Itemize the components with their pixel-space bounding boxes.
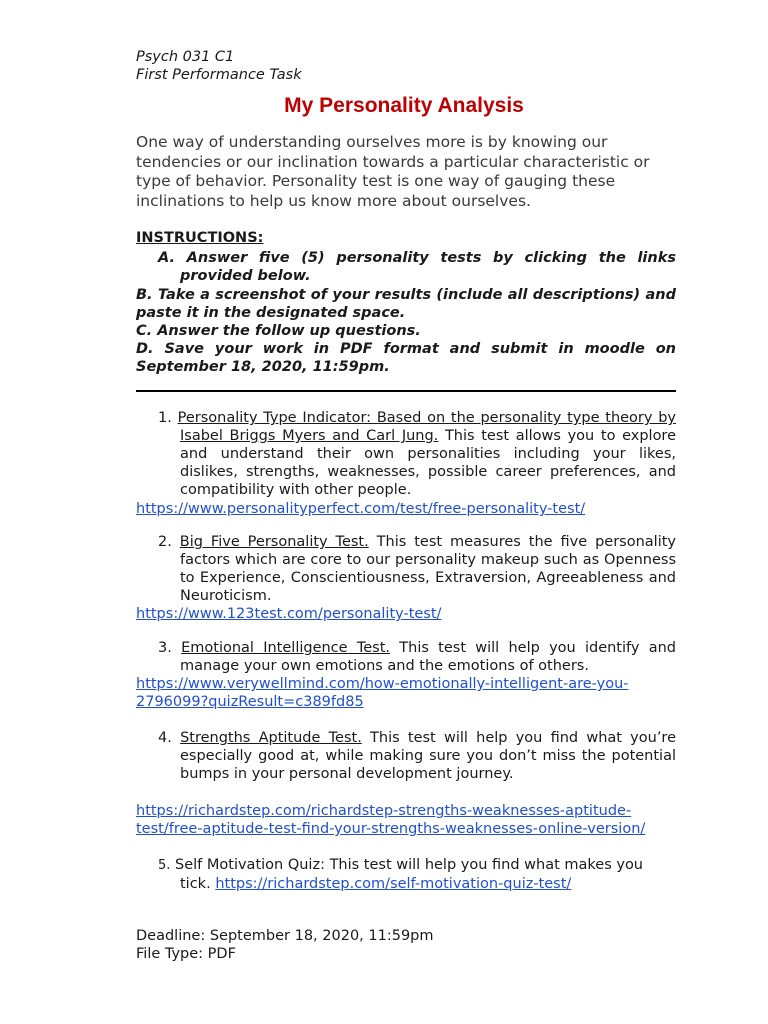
test-title: Personality Type Indicator: Based on the personality type theory by Isabel Briggs Myers and Carl Jung. xyxy=(177,410,677,444)
test-item-2 xyxy=(158,533,676,605)
test-item-5 xyxy=(158,856,676,893)
test-link-3[interactable] xyxy=(136,675,696,711)
link-text-line-1[interactable]: https://richardstep.com/richardstep-strengths-weaknesses-aptitude- xyxy=(136,803,632,819)
test-link-1[interactable]: https://www.personalityperfect.com/test/free-personality-test/ xyxy=(136,501,586,517)
file-type-text: File Type: PDF xyxy=(136,946,236,962)
instruction-a: A. Answer five (5) personality tests by clicking the links provided below. xyxy=(158,250,676,284)
test-number: 2. xyxy=(158,534,172,550)
instruction-b: B. Take a screenshot of your results (include all descriptions) and paste it in the designated space. xyxy=(136,287,676,321)
instruction-d: D. Save your work in PDF format and submit in moodle on September 18, 2020, 11:59pm. xyxy=(136,341,676,375)
test-description: This test will help you find what you’re especially good at, while making sure you don’t miss the potential bumps in your personal development journey. xyxy=(180,730,676,782)
link-text-line-1[interactable]: https://www.verywellmind.com/how-emotionally-intelligent-are-you- xyxy=(136,676,629,692)
test-description: Self Motivation Quiz: This test will help you find what makes you tick. xyxy=(175,857,644,892)
test-number: 3. xyxy=(158,640,172,656)
test-link-2[interactable]: https://www.123test.com/personality-test/ xyxy=(136,606,442,622)
test-description: This test measures the five personality factors which are core to our personality makeup such as Openness to Experience, Conscientiousness, Extraversion, Agreeableness and Neuroticism. xyxy=(180,534,677,604)
divider-line xyxy=(136,390,676,392)
instructions-heading: INSTRUCTIONS: xyxy=(136,230,264,246)
test-number: 1. xyxy=(158,410,172,426)
test-description: This test will help you identify and manage your own emotions and the emotions of others. xyxy=(180,640,676,674)
test-link-4[interactable] xyxy=(136,802,696,838)
test-title: Emotional Intelligence Test. xyxy=(181,640,391,656)
test-description: This test allows you to explore and understand their own personalities including your likes, dislikes, strengths, weaknesses, possible career preferences, and compatibility with other people. xyxy=(180,428,676,498)
test-item-3 xyxy=(158,639,676,675)
course-code: Psych 031 C1 xyxy=(136,49,235,65)
test-title: Strengths Aptitude Test. xyxy=(180,730,362,746)
test-link-5[interactable]: https://richardstep.com/self-motivation-quiz-test/ xyxy=(215,876,572,892)
test-title: Big Five Personality Test. xyxy=(179,534,369,550)
test-item-4 xyxy=(158,729,676,783)
link-text-line-2[interactable]: 2796099?quizResult=c389fd85 xyxy=(136,694,364,710)
test-number: 5. xyxy=(158,858,171,873)
instruction-c: C. Answer the follow up questions. xyxy=(136,323,421,339)
deadline-text: Deadline: September 18, 2020, 11:59pm xyxy=(136,928,434,944)
intro-paragraph: One way of understanding ourselves more is by knowing our tendencies or our inclination towards a particular characteristic or type of behavior. Personality test is one way of gauging these inclinations to help us know more about ourselves. xyxy=(136,133,650,210)
page-title: My Personality Analysis xyxy=(284,94,524,117)
test-item-1 xyxy=(158,409,676,499)
task-name: First Performance Task xyxy=(136,67,302,83)
link-text-line-2[interactable]: test/free-aptitude-test-find-your-strengths-weaknesses-online-version/ xyxy=(136,821,646,837)
test-number: 4. xyxy=(158,730,172,746)
